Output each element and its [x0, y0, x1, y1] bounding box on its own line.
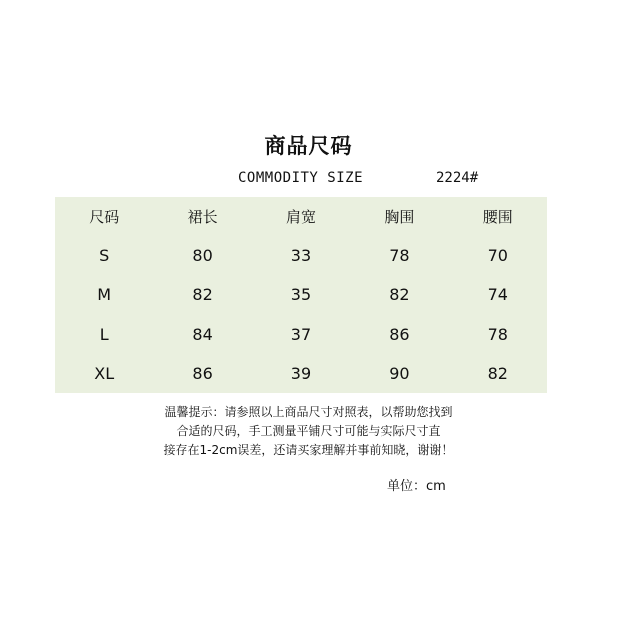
table-cell: 33: [290, 246, 312, 266]
table-row: [55, 315, 547, 354]
table-cell: 35: [290, 285, 312, 305]
table-cell: XL: [94, 363, 115, 383]
page-subtitle: COMMODITY SIZE: [238, 170, 364, 186]
column-header: 胸围: [384, 208, 415, 226]
table-cell: L: [99, 324, 109, 344]
table-cell: 78: [487, 324, 508, 344]
table-cell: 74: [487, 285, 508, 305]
size-notice: [0, 403, 617, 460]
table-cell: 82: [487, 363, 508, 383]
table-cell: 80: [192, 246, 213, 266]
page-title: 商品尺码: [264, 134, 353, 158]
column-header: 肩宽: [285, 208, 316, 226]
table-cell: 90: [389, 363, 410, 383]
column-header: 裙长: [187, 208, 218, 226]
table-cell: 39: [290, 363, 312, 383]
table-row: [55, 354, 547, 393]
table-cell: 84: [192, 324, 213, 344]
notice-line: 温馨提示：请参照以上商品尺寸对照表，以帮助您找到: [164, 405, 453, 419]
size-table: [55, 197, 547, 393]
table-cell: 86: [389, 324, 410, 344]
table-cell: M: [97, 285, 112, 305]
column-header: 尺码: [89, 208, 120, 226]
table-cell: 82: [192, 285, 213, 305]
notice-line: 接存在1-2cm误差，还请买家理解并事前知晓，谢谢！: [163, 443, 454, 457]
table-row: [55, 236, 547, 275]
product-code: 2224#: [436, 170, 479, 186]
table-header-row: [55, 197, 547, 236]
column-header: 腰围: [482, 208, 513, 226]
table-cell: 86: [192, 363, 213, 383]
table-cell: 78: [389, 246, 410, 266]
table-cell: 37: [290, 324, 312, 344]
table-row: [55, 275, 547, 314]
unit-label: 单位：cm: [387, 479, 446, 494]
table-cell: 70: [487, 246, 508, 266]
table-cell: 82: [389, 285, 410, 305]
notice-line: 合适的尺码，手工测量平铺尺寸可能与实际尺寸直: [176, 424, 441, 438]
table-cell: S: [99, 246, 110, 266]
